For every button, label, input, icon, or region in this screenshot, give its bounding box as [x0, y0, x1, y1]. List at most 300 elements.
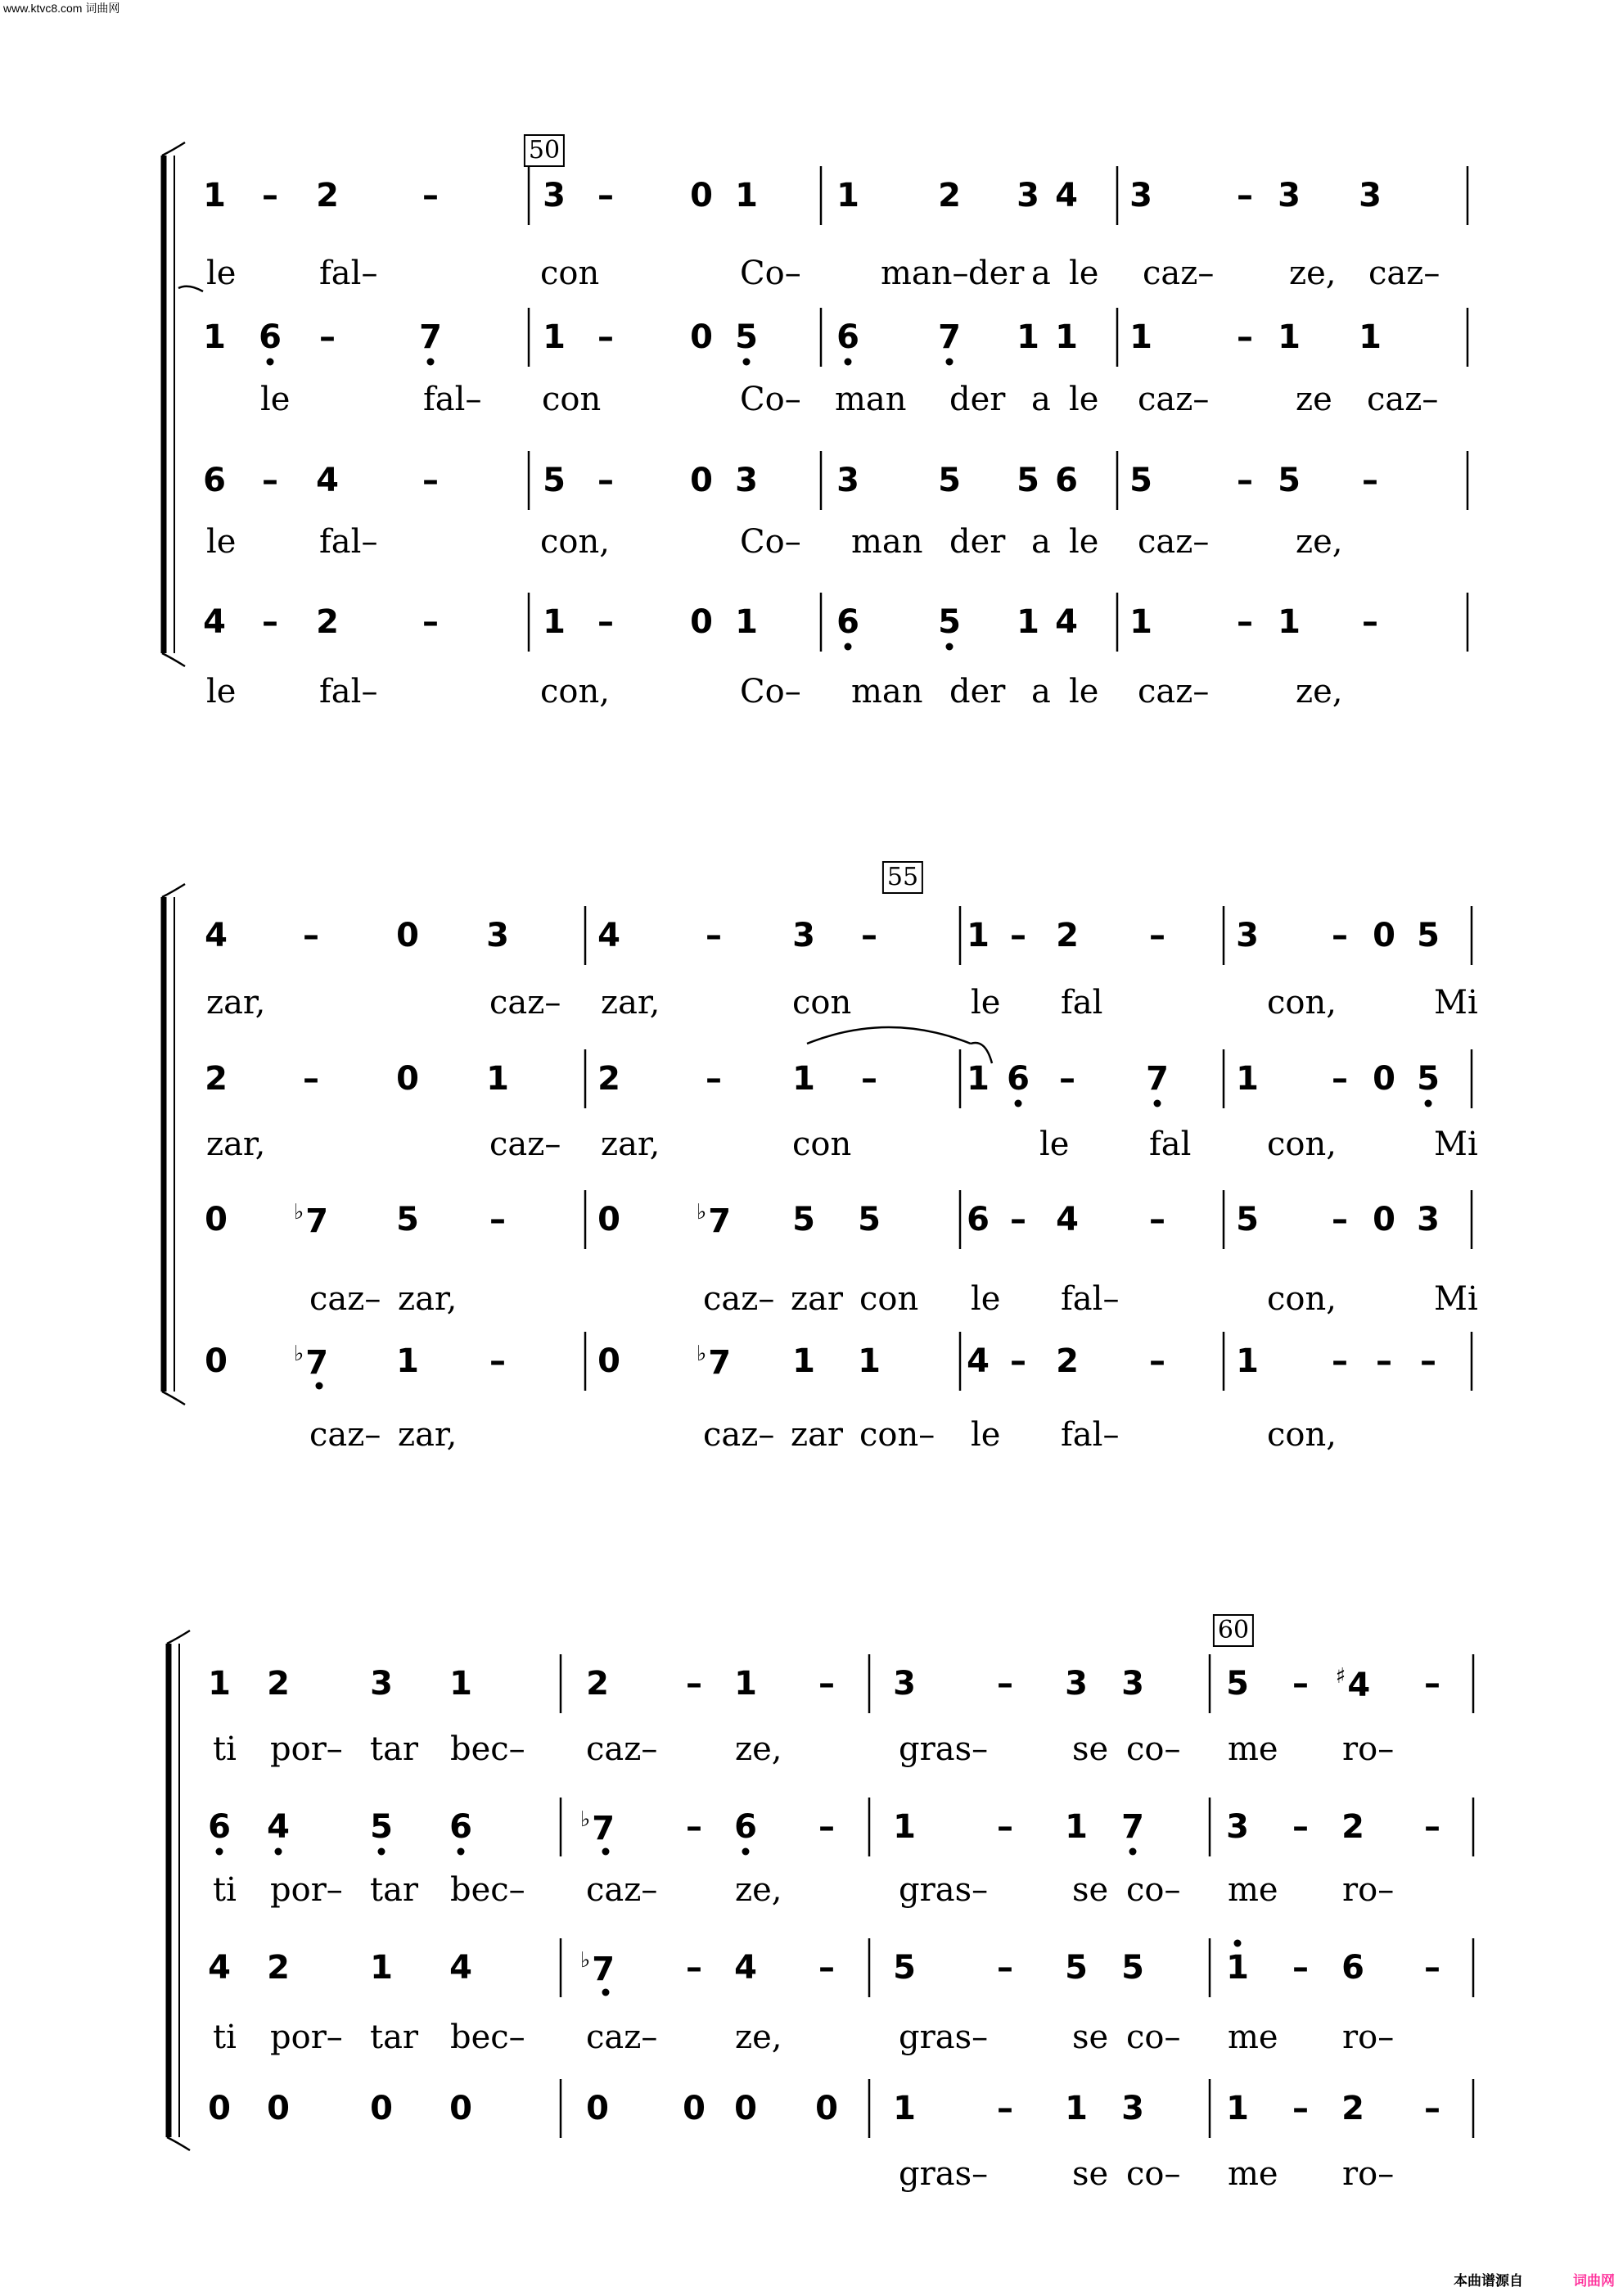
bracket-hook-top [162, 142, 185, 156]
octave-dot [458, 1848, 465, 1856]
lyric-syllable: bec– [450, 2019, 525, 2056]
dash-note [686, 1949, 702, 1987]
lyric-syllable: tar [370, 1871, 419, 1909]
note-value: 3 [1121, 1665, 1144, 1703]
lyric-syllable: Mi [1434, 1280, 1478, 1318]
note-value: 5 [1417, 917, 1440, 954]
note-value: – [686, 1808, 702, 1846]
note [205, 919, 228, 952]
dash-note [1362, 464, 1378, 497]
lyric-syllable: a [1031, 523, 1051, 561]
dash-note [1332, 1203, 1348, 1236]
note-value: 1 [792, 1060, 815, 1098]
note [735, 179, 758, 212]
dash-note [1237, 179, 1253, 212]
lyric-syllable: con, [1267, 984, 1337, 1022]
note-value: 1 [1129, 318, 1152, 356]
note [1055, 318, 1078, 356]
lyric-syllable: gras– [899, 1871, 989, 1909]
note [370, 2092, 393, 2125]
note-value: 6 [259, 318, 282, 356]
octave-dot [602, 1848, 610, 1856]
note-value: 5 [893, 1949, 916, 1987]
note-value: 1 [1226, 2090, 1249, 2127]
dash-note [489, 1203, 506, 1236]
note [734, 1665, 757, 1703]
note-value: – [489, 1342, 506, 1380]
lyric-syllable: ze, [1296, 523, 1343, 561]
note [1017, 179, 1039, 212]
note-value: – [1424, 1949, 1440, 1987]
note [1065, 1949, 1088, 1987]
lyric-syllable: me [1228, 2019, 1278, 2056]
note [597, 1203, 620, 1236]
octave-dot [946, 643, 954, 651]
octave-dot [216, 1848, 223, 1856]
note [836, 464, 859, 497]
note-value: 5 [858, 1201, 881, 1238]
note [938, 603, 961, 641]
octave-dot [1015, 1100, 1022, 1107]
lyric-syllable: caz– [1368, 255, 1440, 292]
note [1129, 179, 1152, 212]
lyric-syllable: con– [859, 1416, 935, 1454]
note-value: 5 [938, 603, 961, 641]
note-value: 0 [597, 1342, 620, 1380]
note [267, 1665, 290, 1703]
note-value: 3 [1065, 1665, 1088, 1703]
note-value: 0 [396, 1060, 419, 1098]
lyric-syllable: fal– [319, 255, 378, 292]
lyric-syllable: zar, [398, 1416, 458, 1454]
note [370, 1665, 393, 1703]
dash-note [597, 603, 614, 641]
note [938, 464, 961, 497]
note-value: – [1292, 2090, 1309, 2127]
note-value: 7 [1146, 1060, 1169, 1098]
note-value: 4 [1055, 177, 1078, 214]
note [1129, 603, 1152, 641]
note-value: – [1149, 917, 1165, 954]
note-value: 2 [267, 1949, 290, 1987]
note-value: – [1332, 917, 1348, 954]
note-value: 2 [586, 1665, 609, 1703]
note [893, 1808, 916, 1846]
note-value: – [303, 917, 319, 954]
note-value: 4 [734, 1949, 757, 1987]
note-value: – [706, 917, 722, 954]
lyric-syllable: zar [791, 1416, 844, 1454]
lyric-syllable: caz– [1138, 523, 1210, 561]
lyric-syllable: le [206, 523, 237, 561]
dash-note [1332, 919, 1348, 952]
lyric-syllable: fal– [1061, 1280, 1120, 1318]
note-value: 0 [690, 318, 713, 356]
note [419, 318, 442, 356]
note [205, 1060, 228, 1098]
lyric-syllable: se [1072, 1871, 1109, 1909]
lyric-syllable: tar [370, 2019, 419, 2056]
note-value: 0 [396, 917, 419, 954]
dash-note [706, 1060, 722, 1098]
note-value: 3 [836, 462, 859, 499]
note-value: – [422, 462, 439, 499]
lyric-syllable: caz– [586, 1871, 658, 1909]
note [208, 1808, 231, 1846]
dash-note [861, 919, 877, 952]
lyric-syllable: fal [1061, 984, 1103, 1022]
note-value: 0 [1373, 1060, 1395, 1098]
note-value: 1 [1055, 318, 1078, 356]
note [836, 179, 859, 212]
dash-note [1424, 2092, 1440, 2125]
lyric-syllable: zar, [398, 1280, 458, 1318]
octave-dot [267, 359, 274, 366]
note-value: 1 [967, 1060, 990, 1098]
dash-note [1424, 1665, 1440, 1703]
lyric-syllable: ti [213, 2019, 237, 2056]
note-value: – [597, 177, 614, 214]
dash-note [597, 318, 614, 356]
note-value: 4 [1056, 1201, 1079, 1238]
note-value: – [1332, 1342, 1348, 1380]
lyric-syllable: bec– [450, 1730, 525, 1768]
lyric-syllable: le [1069, 381, 1099, 418]
note-value: 1 [1226, 1949, 1249, 1987]
lyric-syllable: me [1228, 1730, 1278, 1768]
lyric-syllable: caz– [703, 1416, 775, 1454]
note-value: – [1376, 1342, 1392, 1380]
lyric-syllable: ze, [735, 1730, 782, 1768]
lyric-syllable: zar, [206, 984, 266, 1022]
lyric-syllable: Co– [740, 673, 801, 710]
note-value: 4 [967, 1342, 990, 1380]
note-value: 4 [1347, 1667, 1371, 1704]
lyric-syllable: le [1039, 1125, 1070, 1163]
lyric-syllable: le [1069, 673, 1099, 710]
octave-dot [1129, 1848, 1137, 1856]
flat-sign: ♭ [579, 1807, 591, 1832]
note [1373, 1203, 1395, 1236]
note [1017, 603, 1039, 641]
dash-note [997, 1665, 1013, 1703]
note [1336, 1666, 1370, 1702]
note [858, 1203, 881, 1236]
note-value: – [1362, 603, 1378, 641]
dash-note [1010, 1203, 1026, 1236]
note [208, 1949, 231, 1987]
dash-note [1420, 1342, 1436, 1380]
note [1121, 2092, 1144, 2125]
note-value: 1 [1065, 2090, 1088, 2127]
note [735, 464, 758, 497]
note-value: 3 [543, 177, 566, 214]
note [1236, 1203, 1259, 1236]
note-value: – [1292, 1665, 1309, 1703]
note [1359, 179, 1382, 212]
dash-note [1149, 1342, 1165, 1380]
note [1121, 1665, 1144, 1703]
lyric-syllable: gras– [899, 1730, 989, 1768]
note-value: 1 [792, 1342, 815, 1380]
lyric-syllable: caz– [586, 1730, 658, 1768]
lyric-syllable: se [1072, 1730, 1109, 1768]
note-value: – [1237, 177, 1253, 214]
note [208, 1665, 231, 1703]
note [836, 318, 859, 356]
note [543, 179, 566, 212]
note-value: – [818, 1808, 835, 1846]
note-value: – [997, 1665, 1013, 1703]
measure-number-box: 60 [1213, 1614, 1254, 1647]
note [597, 1342, 620, 1380]
note-value: 0 [1373, 1201, 1395, 1238]
dash-note [303, 919, 319, 952]
note-value: 1 [836, 177, 859, 214]
note-value: – [997, 1949, 1013, 1987]
note-value: 0 [370, 2090, 393, 2127]
dash-note [1237, 318, 1253, 356]
measure-number-box: 50 [524, 134, 565, 167]
note [1236, 1342, 1259, 1380]
lyric-syllable: con, [1267, 1280, 1337, 1318]
note-value: 1 [203, 177, 226, 214]
note-value: – [1420, 1342, 1436, 1380]
dash-note [422, 603, 439, 641]
note [1056, 919, 1079, 952]
note-value: 1 [449, 1665, 472, 1703]
note [1065, 1665, 1088, 1703]
lyric-syllable: zar, [601, 1125, 660, 1163]
lyric-syllable: por– [270, 2019, 343, 2056]
note-value: – [1149, 1201, 1165, 1238]
note-value: 0 [690, 462, 713, 499]
note [543, 464, 566, 497]
lyric-syllable: ze, [735, 2019, 782, 2056]
dash-note [818, 1808, 835, 1846]
note-value: 1 [1236, 1060, 1259, 1098]
lyric-syllable: Co– [740, 523, 801, 561]
note [1121, 1808, 1144, 1846]
lyric-syllable: gras– [899, 2019, 989, 2056]
note-value: 7 [708, 1202, 732, 1240]
flat-sign: ♭ [293, 1200, 304, 1225]
lyric-syllable: ro– [1342, 2019, 1395, 2056]
note-value: 6 [208, 1808, 231, 1846]
bracket-hook-bottom [162, 1392, 185, 1405]
note [1056, 1203, 1079, 1236]
note-value: 1 [208, 1665, 231, 1703]
note [792, 1060, 815, 1098]
lyric-syllable: le [1069, 523, 1099, 561]
note-value: 3 [1359, 177, 1382, 214]
note [1226, 1949, 1249, 1987]
note [683, 2092, 706, 2125]
lyric-syllable: ze [1296, 381, 1332, 418]
dash-note [422, 464, 439, 497]
note [735, 603, 758, 641]
lyric-syllable: me [1228, 2155, 1278, 2193]
note-value: 1 [967, 917, 990, 954]
lyric-syllable: co– [1126, 1730, 1181, 1768]
octave-dot [946, 359, 954, 366]
lyric-syllable: le [971, 1416, 1001, 1454]
lyric-syllable: zar [791, 1280, 844, 1318]
lyric-syllable: ze, [735, 1871, 782, 1909]
note-value: 1 [734, 1665, 757, 1703]
note [1065, 2092, 1088, 2125]
flat-sign: ♭ [696, 1200, 707, 1225]
note-value: 1 [543, 318, 566, 356]
note-value: 5 [938, 462, 961, 499]
lyric-syllable: caz– [309, 1416, 381, 1454]
note-value: – [1010, 917, 1026, 954]
lyric-syllable: le [1069, 255, 1099, 292]
lyric-syllable: con [792, 1125, 852, 1163]
lyric-syllable: Co– [740, 381, 801, 418]
lyric-syllable: gras– [899, 2155, 989, 2193]
note-value: – [1010, 1342, 1026, 1380]
slur [807, 1027, 971, 1044]
lyric-syllable: der [949, 523, 1006, 561]
note-value: 0 [683, 2090, 706, 2127]
note-value: 1 [735, 603, 758, 641]
lyric-syllable: fal– [319, 523, 378, 561]
note-value: – [597, 462, 614, 499]
flat-sign: ♭ [696, 1342, 707, 1366]
footer-site-logo: 词曲网 [1573, 2273, 1615, 2289]
lyric-syllable: con [792, 984, 852, 1022]
note-value: – [262, 462, 278, 499]
lyric-syllable: caz– [489, 984, 561, 1022]
lyric-syllable: le [206, 673, 237, 710]
lyric-syllable: ze, [1296, 673, 1343, 710]
lyric-syllable: co– [1126, 1871, 1181, 1909]
note [543, 318, 566, 356]
sharp-sign: ♯ [1335, 1664, 1346, 1689]
lyric-syllable: ti [213, 1730, 237, 1768]
note-value: – [818, 1665, 835, 1703]
lyric-syllable: ro– [1342, 1730, 1395, 1768]
note [690, 179, 713, 212]
lyric-syllable: ro– [1342, 1871, 1395, 1909]
dash-note [1424, 1808, 1440, 1846]
lyric-syllable: Co– [740, 255, 801, 292]
dash-note [303, 1060, 319, 1098]
note-value: – [1332, 1060, 1348, 1098]
dash-note [1010, 1342, 1026, 1380]
note-value: 5 [1236, 1201, 1259, 1238]
note-value: 0 [205, 1201, 228, 1238]
note-value: 2 [267, 1665, 290, 1703]
note-value: – [1292, 1808, 1309, 1846]
note [205, 1342, 228, 1380]
lyric-syllable: con, [1267, 1416, 1337, 1454]
lyric-syllable: caz– [1138, 381, 1210, 418]
note-value: – [262, 603, 278, 641]
note-value: 1 [858, 1342, 881, 1380]
note-value: 0 [690, 177, 713, 214]
note-value: – [1237, 462, 1253, 499]
note-value: 2 [1341, 2090, 1364, 2127]
note [580, 1809, 615, 1845]
note-value: 4 [1055, 603, 1078, 641]
note-value: 3 [486, 917, 509, 954]
note [316, 179, 339, 212]
note [370, 1949, 393, 1987]
dash-note [262, 179, 278, 212]
note [1017, 464, 1039, 497]
note-value: 1 [1017, 318, 1039, 356]
lyric-syllable: con, [540, 523, 610, 561]
dash-note [997, 1949, 1013, 1987]
note-value: – [706, 1060, 722, 1098]
note [208, 2092, 231, 2125]
note-value: 7 [1121, 1808, 1144, 1846]
note-value: 3 [1236, 917, 1259, 954]
dash-note [422, 179, 439, 212]
octave-dot [1234, 1940, 1242, 1947]
dash-note [818, 1665, 835, 1703]
note [836, 603, 859, 641]
lyric-syllable: caz– [1138, 673, 1210, 710]
note [370, 1808, 393, 1846]
note-value: 3 [1278, 177, 1301, 214]
lyric-syllable: le [971, 1280, 1001, 1318]
note [893, 1665, 916, 1703]
note-value: – [1149, 1342, 1165, 1380]
note-value: 6 [836, 318, 859, 356]
lyric-syllable: con [540, 255, 600, 292]
note [203, 464, 226, 497]
note-value: – [1332, 1201, 1348, 1238]
lyric-syllable: se [1072, 2155, 1109, 2193]
note-value: 0 [449, 2090, 472, 2127]
lyric-syllable: der [949, 673, 1006, 710]
lyric-syllable: caz– [1367, 381, 1439, 418]
note-value: 1 [1129, 603, 1152, 641]
dash-note [1010, 919, 1026, 952]
note [697, 1202, 731, 1238]
note-value: 5 [1278, 462, 1301, 499]
note-value: 5 [1065, 1949, 1088, 1987]
note [1373, 919, 1395, 952]
octave-dot [743, 359, 751, 366]
lyric-syllable: por– [270, 1730, 343, 1768]
note-value: 2 [597, 1060, 620, 1098]
note [396, 1060, 419, 1098]
lyric-syllable: a [1031, 255, 1051, 292]
note-value: 0 [267, 2090, 290, 2127]
note-value: 1 [1278, 318, 1301, 356]
dash-note [1424, 1949, 1440, 1987]
lyric-syllable: ro– [1342, 2155, 1395, 2193]
note [543, 603, 566, 641]
note [203, 318, 226, 356]
note [203, 603, 226, 641]
lyric-syllable: caz– [703, 1280, 775, 1318]
lyric-syllable: bec– [450, 1871, 525, 1909]
note-value: – [597, 318, 614, 356]
lyric-syllable: fal [1149, 1125, 1192, 1163]
note-value: – [818, 1949, 835, 1987]
note [1236, 919, 1259, 952]
dash-note [597, 464, 614, 497]
note [690, 318, 713, 356]
lyric-syllable: a [1031, 381, 1051, 418]
note-value: 2 [1341, 1808, 1364, 1846]
lyric-syllable: ti [213, 1871, 237, 1909]
